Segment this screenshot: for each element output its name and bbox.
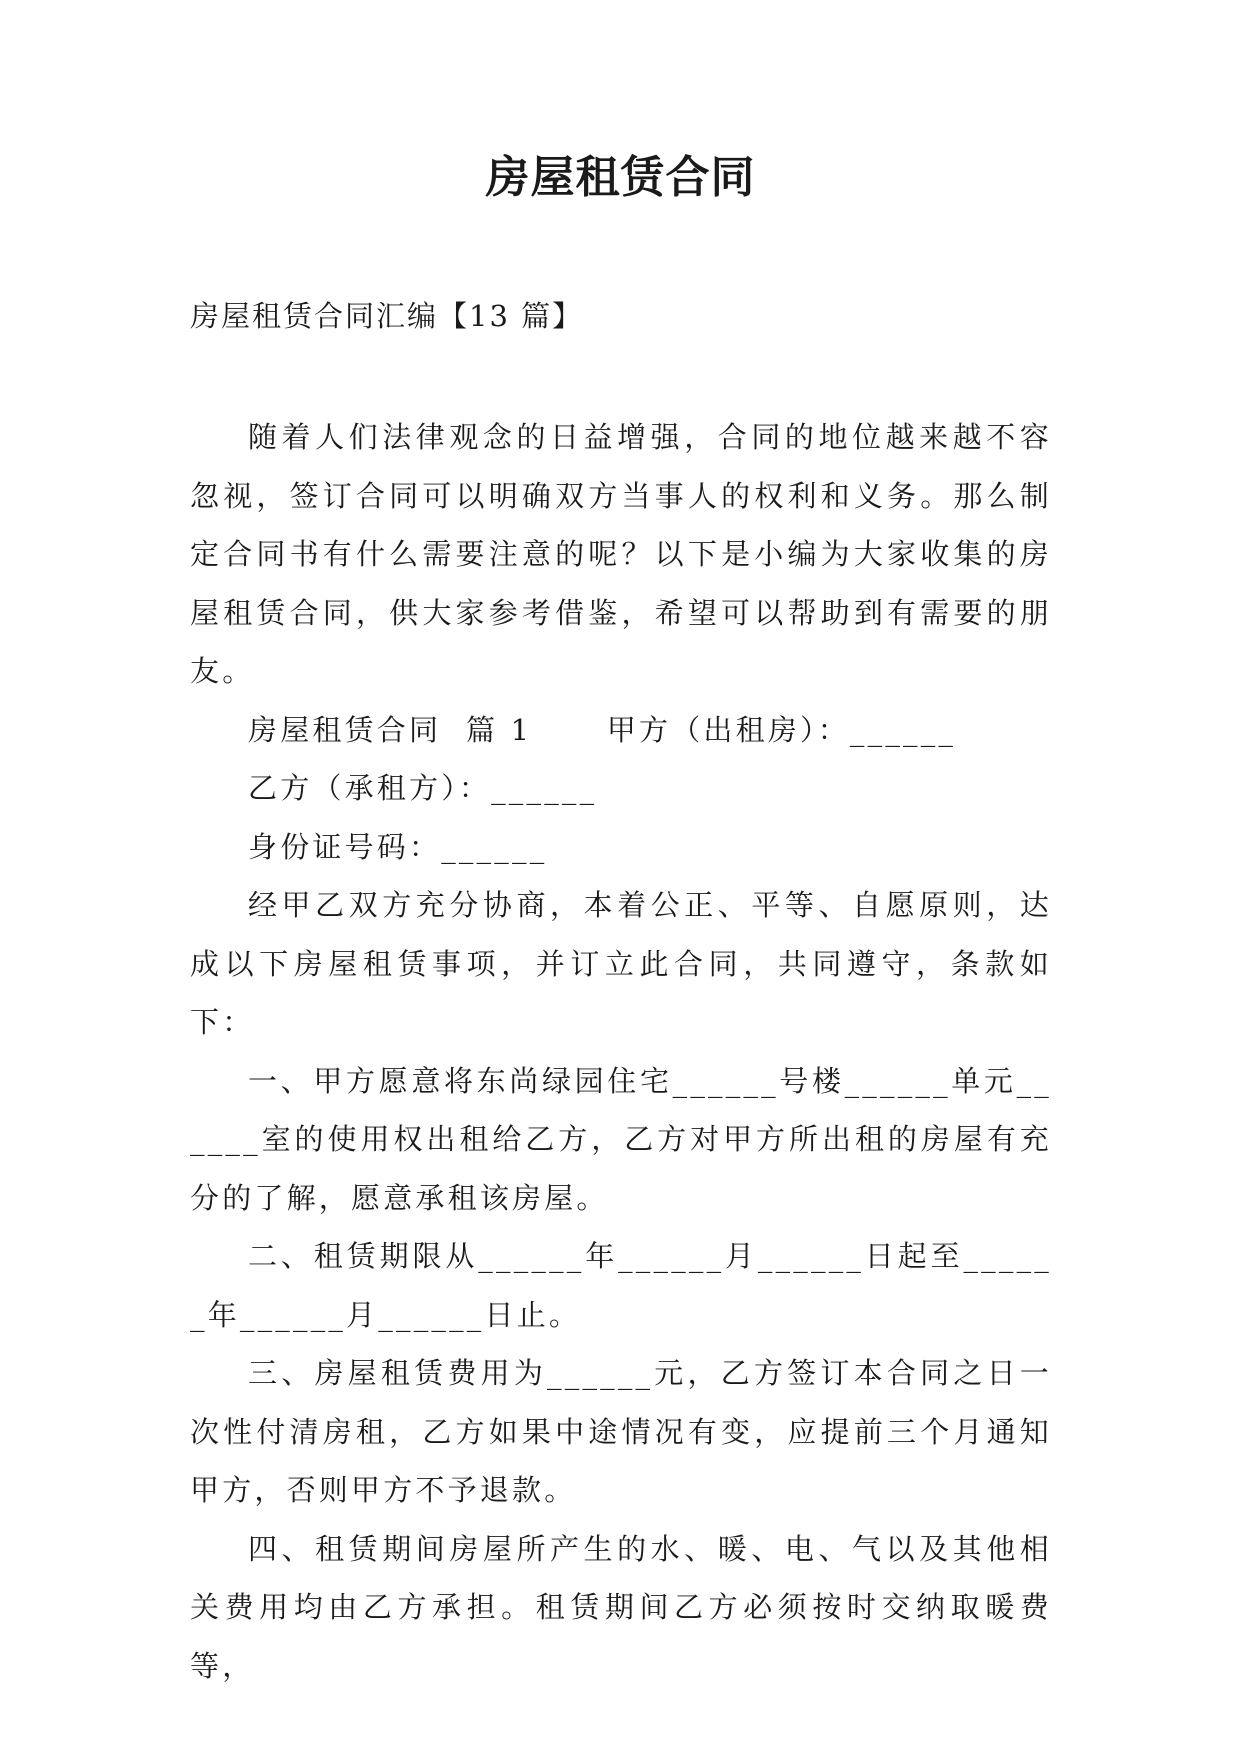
- party-b-line: 乙方（承租方）：______: [248, 771, 598, 805]
- document-title: 房屋租赁合同: [485, 152, 756, 203]
- clause-4: 四、租赁期间房屋所产生的水、暖、电、气以及其他相关费用均由乙方承担。租赁期间乙方必须按时交纳取暖费等，: [190, 1531, 1052, 1683]
- intro-paragraph: 随着人们法律观念的日益增强，合同的地位越来越不容忽视，签订合同可以明确双方当事人的权利和义务。那么制定合同书有什么需要注意的呢？以下是小编为大家收集的房屋租赁合同，供大家参考借鉴，希望可以帮助到有需要的朋友。: [190, 420, 1052, 688]
- agreement-paragraph: 经甲乙双方充分协商，本着公正、平等、自愿原则，达成以下房屋租赁事项，并订立此合同，共同遵守，条款如下：: [190, 888, 1052, 1039]
- id-number-line: 身份证号码：______: [248, 829, 548, 864]
- clause-2: 二、租赁期限从______年______月______日起至______年______月______日止。: [190, 1239, 1052, 1332]
- document-body: [190, 408, 1052, 1695]
- clause-3: 三、房屋租赁费用为______元，乙方签订本合同之日一次性付清房租，乙方如果中途情况有变，应提前三个月通知甲方，否则甲方不予退款。: [190, 1356, 1052, 1507]
- clause-1: 一、甲方愿意将东尚绿园住宅______号楼______单元______室的使用权出租给乙方，乙方对甲方所出租的房屋有充分的了解，愿意承租该房屋。: [190, 1063, 1052, 1215]
- document-subtitle: 房屋租赁合同汇编【13 篇】: [190, 299, 584, 333]
- contract-heading-party-a: 房屋租赁合同 篇 1 甲方（出租房）：______: [248, 712, 957, 747]
